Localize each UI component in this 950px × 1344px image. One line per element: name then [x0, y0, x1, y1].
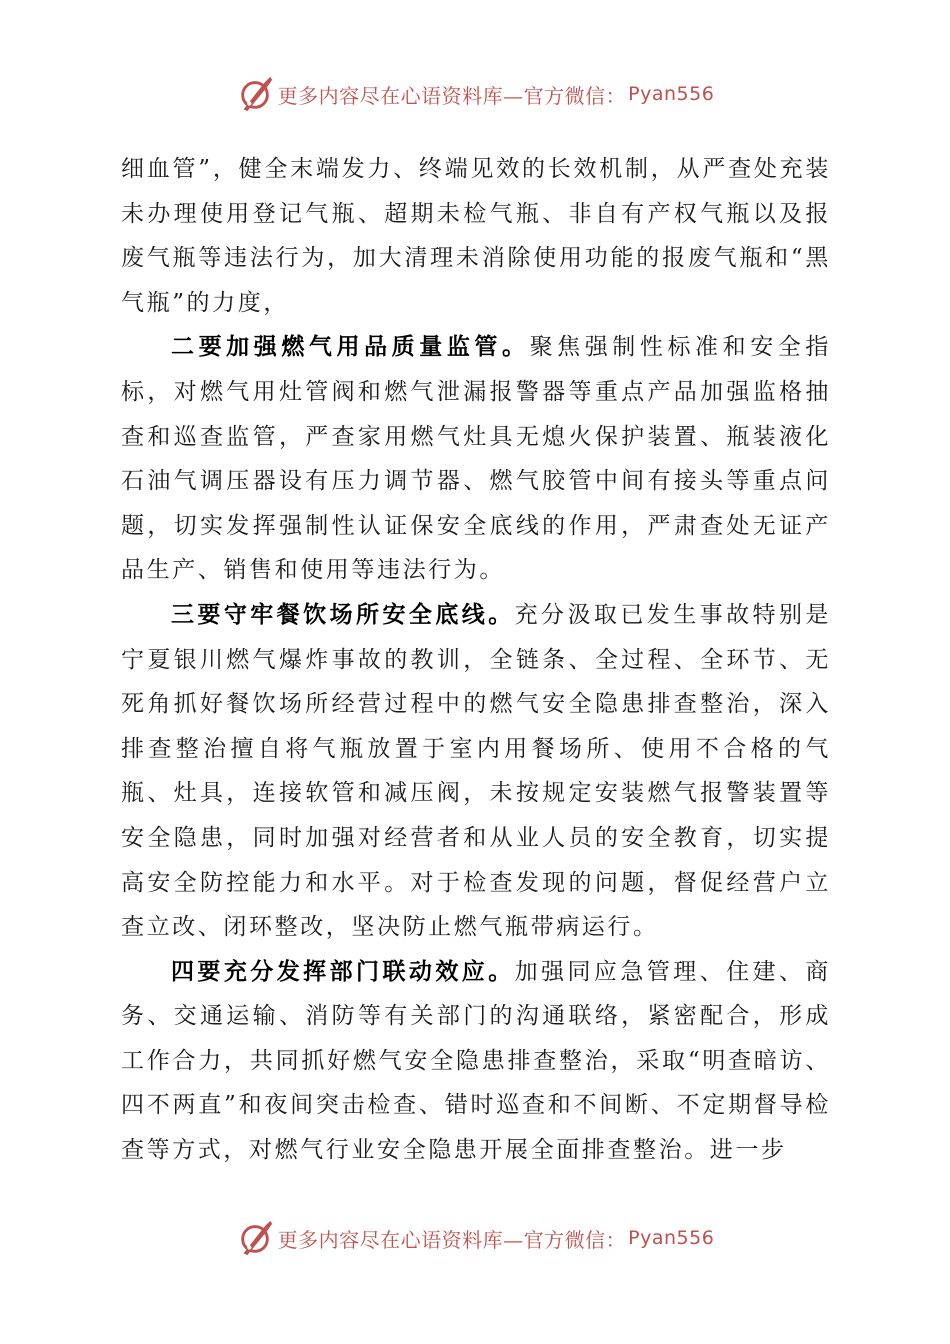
pen-logo-icon [236, 1219, 274, 1257]
footer-watermark [0, 1218, 950, 1258]
pen-logo-icon [236, 75, 274, 113]
watermark-wechat-id: Pyan556 [628, 1227, 715, 1249]
header-watermark [0, 74, 950, 114]
paragraph-4 [121, 950, 831, 1173]
watermark-wechat-id: Pyan556 [628, 83, 715, 105]
paragraph-2-body: 聚焦强制性标准和安全指标，对燃气用灶管阀和燃气泄漏报警器等重点产品加强监格抽查和巡查监管，严查家用燃气灶具无熄火保护装置、瓶装液化石油气调压器设有压力调节器、燃气胶管中间有接头等重点问题，切实发挥强制性认证保安全底线的作用，严肃查处无证产品生产、销售和使用等违法行为。 [121, 334, 831, 584]
paragraph-3 [121, 593, 831, 950]
watermark-text: 更多内容尽在心语资料库—官方微信： [277, 83, 627, 108]
paragraph-4-heading: 四要充分发挥部门联动效应。 [171, 957, 515, 985]
document-body [121, 147, 831, 1173]
paragraph-2 [121, 325, 831, 593]
paragraph-4-body: 加强同应急管理、住建、商务、交通运输、消防等有关部门的沟通联络，紧密配合，形成工作合力，共同抓好燃气安全隐患排查整治，采取“明查暗访、四不两直”和夜间突击检查、错时巡查和不间断、不定期督导检查等方式，对燃气行业安全隐患开展全面排查整治。进一步 [121, 958, 831, 1164]
watermark-text: 更多内容尽在心语资料库—官方微信： [277, 1227, 627, 1252]
paragraph-1 [121, 147, 831, 325]
paragraph-2-heading: 二要加强燃气用品质量监管。 [171, 333, 530, 361]
paragraph-3-heading: 三要守牢餐饮场所安全底线。 [171, 600, 515, 628]
paragraph-1-body: 细血管”，健全末端发力、终端见效的长效机制，从严查处充装未办理使用登记气瓶、超期未检气瓶、非自有产权气瓶以及报废气瓶等违法行为，加大清理未消除使用功能的报废气瓶和“黑气瓶”的力度， [121, 156, 831, 316]
paragraph-3-body: 充分汲取已发生事故特别是宁夏银川燃气爆炸事故的教训，全链条、全过程、全环节、无死角抓好餐饮场所经营过程中的燃气安全隐患排查整治，深入排查整治擅自将气瓶放置于室内用餐场所、使用不合格的气瓶、灶具，连接软管和减压阀，未按规定安装燃气报警装置等安全隐患，同时加强对经营者和从业人员的安全教育，切实提高安全防控能力和水平。对于检查发现的问题，督促经营户立查立改、闭环整改，坚决防止燃气瓶带病运行。 [121, 601, 831, 941]
